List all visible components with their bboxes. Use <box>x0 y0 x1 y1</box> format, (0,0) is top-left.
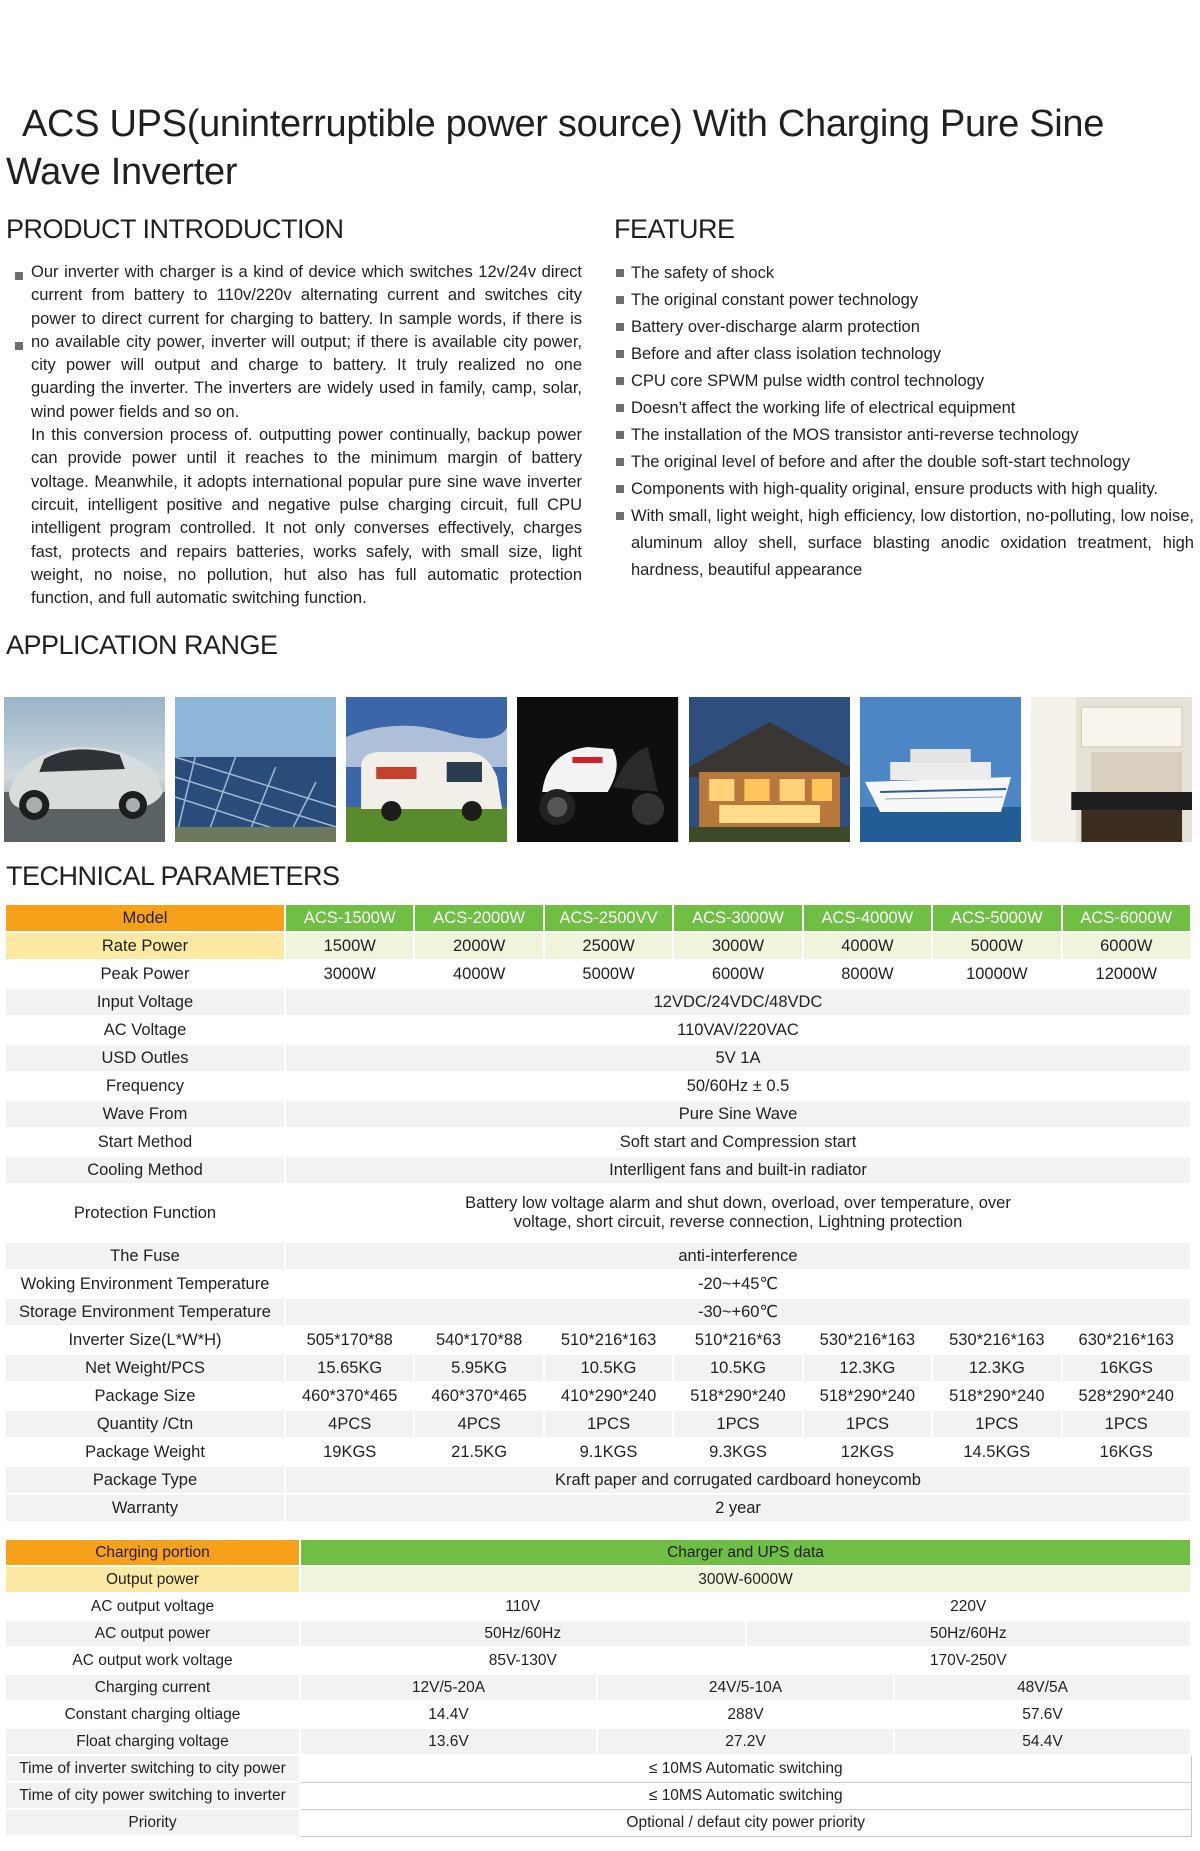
table-cell: Charger and UPS data <box>300 1539 1191 1566</box>
row-label: AC output work voltage <box>5 1647 300 1674</box>
feature-item: Doesn't affect the working life of electrical equipment <box>616 395 1194 422</box>
table-row <box>5 1100 1191 1128</box>
bullet-icon <box>616 377 624 385</box>
feature-item: The installation of the MOS transistor anti-reverse technology <box>616 422 1194 449</box>
table-cell: 21.5KG <box>414 1438 543 1466</box>
row-label: Net Weight/PCS <box>5 1354 285 1382</box>
table-cell: 510*216*63 <box>673 1326 802 1354</box>
row-label: Time of city power switching to inverter <box>5 1782 300 1809</box>
table-cell: 2 year <box>285 1494 1191 1522</box>
table-cell: 6000W <box>1062 932 1191 960</box>
model-cell: ACS-2000W <box>414 904 543 932</box>
table-row <box>5 1647 1191 1674</box>
table-row <box>5 932 1191 960</box>
table-cell: 530*216*163 <box>932 1326 1061 1354</box>
table-cell: 518*290*240 <box>803 1382 932 1410</box>
table-row <box>5 1755 1191 1782</box>
table-cell: 1PCS <box>803 1410 932 1438</box>
table-row <box>5 904 1191 932</box>
electric-scooter-image <box>517 697 678 842</box>
feature-heading: FEATURE <box>614 214 735 244</box>
table-row <box>5 1593 1191 1620</box>
solar-panels-image <box>175 697 336 842</box>
table-cell: 5000W <box>932 932 1061 960</box>
bullet-icon <box>616 458 624 466</box>
table-cell: 6000W <box>673 960 802 988</box>
table-cell: 410*290*240 <box>544 1382 673 1410</box>
table-cell: 12.3KG <box>932 1354 1061 1382</box>
table-row <box>5 1410 1191 1438</box>
table-cell: anti-interference <box>285 1242 1191 1270</box>
table-cell: 50Hz/60Hz <box>300 1620 746 1647</box>
table-cell: -20~+45℃ <box>285 1270 1191 1298</box>
table-row <box>5 1728 1191 1755</box>
table-cell: 300W-6000W <box>300 1566 1191 1593</box>
table-row <box>5 1156 1191 1184</box>
bullet-icon <box>616 269 624 277</box>
product-introduction-text <box>12 261 582 610</box>
technical-parameters-table <box>4 903 1192 1523</box>
row-label: Peak Power <box>5 960 285 988</box>
table-row <box>5 1466 1191 1494</box>
feature-item: Before and after class isolation technology <box>616 341 1194 368</box>
table-cell: 13.6V <box>300 1728 597 1755</box>
row-label: Start Method <box>5 1128 285 1156</box>
row-label: Model <box>5 904 285 932</box>
table-cell: 16KGS <box>1062 1438 1191 1466</box>
intro-paragraph: In this conversion process of. outputting power continually, backup power can provide power until it reaches to the minimum margin of battery voltage. Meanwhile, it adopts international popular pure sine wave inverter circuit, intelligent positive and negative pulse charging circuit, full CPU intelligent program controlled. It not only converses effectively, charges fast, protects and repairs batteries, works safely, with small size, light weight, no noise, no pollution, hut also has full automatic protection function, and full automatic switching function. <box>31 426 582 608</box>
table-cell: 170V-250V <box>746 1647 1192 1674</box>
table-cell: 14.5KGS <box>932 1438 1061 1466</box>
feature-item: With small, light weight, high efficiency, low distortion, no-polluting, low noise, aluminum alloy shell, surface blasting anodic oxidation treatment, high hardness, beautiful appearance <box>616 503 1194 584</box>
table-cell: 4000W <box>414 960 543 988</box>
table-cell: 1PCS <box>673 1410 802 1438</box>
table-cell: 12V/5-20A <box>300 1674 597 1701</box>
table-cell: 54.4V <box>894 1728 1191 1755</box>
table-cell: 10.5KG <box>544 1354 673 1382</box>
table-row <box>5 1674 1191 1701</box>
table-cell: 5.95KG <box>414 1354 543 1382</box>
table-cell: 4000W <box>803 932 932 960</box>
table-cell: 10.5KG <box>673 1354 802 1382</box>
table-cell: 12.3KG <box>803 1354 932 1382</box>
table-cell: 9.1KGS <box>544 1438 673 1466</box>
feature-item: The original level of before and after the double soft-start technology <box>616 449 1194 476</box>
table-cell: 12000W <box>1062 960 1191 988</box>
row-label: Rate Power <box>5 932 285 960</box>
table-row <box>5 1326 1191 1354</box>
table-cell: 3000W <box>673 932 802 960</box>
bullet-icon <box>616 485 624 493</box>
row-label: AC Voltage <box>5 1016 285 1044</box>
row-label: AC output power <box>5 1620 300 1647</box>
table-cell: 14.4V <box>300 1701 597 1728</box>
row-label: Output power <box>5 1566 300 1593</box>
table-row <box>5 1438 1191 1466</box>
row-label: Warranty <box>5 1494 285 1522</box>
table-cell: 510*216*163 <box>544 1326 673 1354</box>
table-cell: Kraft paper and corrugated cardboard honeycomb <box>285 1466 1191 1494</box>
model-cell: ACS-1500W <box>285 904 414 932</box>
page-title: ACS UPS(uninterruptible power source) With Charging Pure Sine Wave Inverter <box>6 103 1105 193</box>
table-cell: 16KGS <box>1062 1354 1191 1382</box>
table-cell: 50Hz/60Hz <box>746 1620 1192 1647</box>
row-label: Protection Function <box>5 1184 285 1242</box>
table-cell: 110V <box>300 1593 746 1620</box>
row-label: USD Outles <box>5 1044 285 1072</box>
model-cell: ACS-6000W <box>1062 904 1191 932</box>
table-cell: 288V <box>597 1701 894 1728</box>
table-cell: 518*290*240 <box>673 1382 802 1410</box>
table-cell: 1PCS <box>1062 1410 1191 1438</box>
table-cell: 50/60Hz ± 0.5 <box>285 1072 1191 1100</box>
table-cell: 19KGS <box>285 1438 414 1466</box>
car-image <box>4 697 165 842</box>
table-cell: 24V/5-10A <box>597 1674 894 1701</box>
feature-item: Components with high-quality original, ensure products with high quality. <box>616 476 1194 503</box>
product-introduction-heading: PRODUCT INTRODUCTION <box>6 214 344 244</box>
table-cell: Interlligent fans and built-in radiator <box>285 1156 1191 1184</box>
model-cell: ACS-3000W <box>673 904 802 932</box>
table-row <box>5 1184 1191 1242</box>
table-row <box>5 1016 1191 1044</box>
table-cell: 57.6V <box>894 1701 1191 1728</box>
row-label: Constant charging oltiage <box>5 1701 300 1728</box>
row-label: Frequency <box>5 1072 285 1100</box>
table-cell: 9.3KGS <box>673 1438 802 1466</box>
table-cell: 2000W <box>414 932 543 960</box>
camper-van-image <box>346 697 507 842</box>
table-row <box>5 1128 1191 1156</box>
table-row <box>5 1354 1191 1382</box>
model-cell: ACS-4000W <box>803 904 932 932</box>
table-cell: 505*170*88 <box>285 1326 414 1354</box>
table-cell: ≤ 10MS Automatic switching <box>300 1755 1191 1782</box>
table-cell: 3000W <box>285 960 414 988</box>
row-label: The Fuse <box>5 1242 285 1270</box>
intro-paragraph: Our inverter with charger is a kind of device which switches 12v/24v direct current from battery to 110v/220v alternating current and switches city power to direct current for charging to battery. In sample words, if there is no available city power, inverter will output; if there is available city power, city power will output and charge to battery. It truly realized no one guarding the inverter. The inverters are widely used in family, camp, solar, wind power fields and so on. <box>31 263 582 421</box>
table-cell: Pure Sine Wave <box>285 1100 1191 1128</box>
table-cell: 10000W <box>932 960 1061 988</box>
table-row <box>5 1620 1191 1647</box>
row-label: AC output voltage <box>5 1593 300 1620</box>
feature-item: Battery over-discharge alarm protection <box>616 314 1194 341</box>
table-cell: -30~+60℃ <box>285 1298 1191 1326</box>
model-cell: ACS-5000W <box>932 904 1061 932</box>
bullet-icon <box>616 323 624 331</box>
bullet-icon <box>616 512 624 520</box>
row-label: Wave From <box>5 1100 285 1128</box>
row-label: Quantity /Ctn <box>5 1410 285 1438</box>
table-cell: 5000W <box>544 960 673 988</box>
table-cell: 460*370*465 <box>285 1382 414 1410</box>
table-row <box>5 960 1191 988</box>
table-row <box>5 1539 1191 1566</box>
kitchen-image <box>1031 697 1192 842</box>
charging-table <box>4 1538 1192 1837</box>
house-image <box>689 697 850 842</box>
cruise-ship-image <box>860 697 1021 842</box>
bullet-icon <box>616 350 624 358</box>
table-cell: 12KGS <box>803 1438 932 1466</box>
table-cell: 2500W <box>544 932 673 960</box>
table-row <box>5 1382 1191 1410</box>
row-label: Package Size <box>5 1382 285 1410</box>
bullet-icon <box>616 404 624 412</box>
table-cell: 630*216*163 <box>1062 1326 1191 1354</box>
table-row <box>5 1044 1191 1072</box>
table-row <box>5 1809 1191 1836</box>
table-row <box>5 1782 1191 1809</box>
feature-item: The safety of shock <box>616 260 1194 287</box>
table-cell: 540*170*88 <box>414 1326 543 1354</box>
table-cell: 48V/5A <box>894 1674 1191 1701</box>
row-label: Input Voltage <box>5 988 285 1016</box>
table-cell: 12VDC/24VDC/48VDC <box>285 988 1191 1016</box>
table-cell: 5V 1A <box>285 1044 1191 1072</box>
application-gallery <box>4 697 1192 842</box>
model-cell: ACS-2500VV <box>544 904 673 932</box>
table-row <box>5 1072 1191 1100</box>
table-row <box>5 1270 1191 1298</box>
table-cell: 1PCS <box>932 1410 1061 1438</box>
bullet-icon <box>616 296 624 304</box>
feature-list <box>616 260 1194 584</box>
table-row <box>5 1566 1191 1593</box>
table-cell: 27.2V <box>597 1728 894 1755</box>
bullet-icon <box>616 431 624 439</box>
table-cell: 518*290*240 <box>932 1382 1061 1410</box>
table-cell: Soft start and Compression start <box>285 1128 1191 1156</box>
table-cell: ≤ 10MS Automatic switching <box>300 1782 1191 1809</box>
table-row <box>5 1494 1191 1522</box>
table-row <box>5 988 1191 1016</box>
row-label: Woking Environment Temperature <box>5 1270 285 1298</box>
table-cell: Optional / defaut city power priority <box>300 1809 1191 1836</box>
table-cell: 460*370*465 <box>414 1382 543 1410</box>
row-label: Cooling Method <box>5 1156 285 1184</box>
row-label: Charging current <box>5 1674 300 1701</box>
table-row <box>5 1701 1191 1728</box>
table-cell: 1PCS <box>544 1410 673 1438</box>
table-cell: Battery low voltage alarm and shut down, overload, over temperature, over voltage, short circuit, reverse connection, Lightning protection <box>285 1184 1191 1242</box>
table-cell: 4PCS <box>414 1410 543 1438</box>
table-cell: 528*290*240 <box>1062 1382 1191 1410</box>
table-cell: 1500W <box>285 932 414 960</box>
row-label: Inverter Size(L*W*H) <box>5 1326 285 1354</box>
table-row <box>5 1298 1191 1326</box>
application-range-heading: APPLICATION RANGE <box>6 630 278 660</box>
row-label: Package Weight <box>5 1438 285 1466</box>
row-label: Charging portion <box>5 1539 300 1566</box>
table-row <box>5 1242 1191 1270</box>
table-cell: 530*216*163 <box>803 1326 932 1354</box>
table-cell: 85V-130V <box>300 1647 746 1674</box>
table-cell: 110VAV/220VAC <box>285 1016 1191 1044</box>
feature-item: CPU core SPWM pulse width control technology <box>616 368 1194 395</box>
row-label: Package Type <box>5 1466 285 1494</box>
table-cell: 8000W <box>803 960 932 988</box>
row-label: Float charging voltage <box>5 1728 300 1755</box>
row-label: Time of inverter switching to city power <box>5 1755 300 1782</box>
row-label: Storage Environment Temperature <box>5 1298 285 1326</box>
technical-parameters-heading: TECHNICAL PARAMETERS <box>6 861 340 891</box>
table-cell: 15.65KG <box>285 1354 414 1382</box>
row-label: Priority <box>5 1809 300 1836</box>
feature-item: The original constant power technology <box>616 287 1194 314</box>
table-cell: 220V <box>746 1593 1192 1620</box>
table-cell: 4PCS <box>285 1410 414 1438</box>
